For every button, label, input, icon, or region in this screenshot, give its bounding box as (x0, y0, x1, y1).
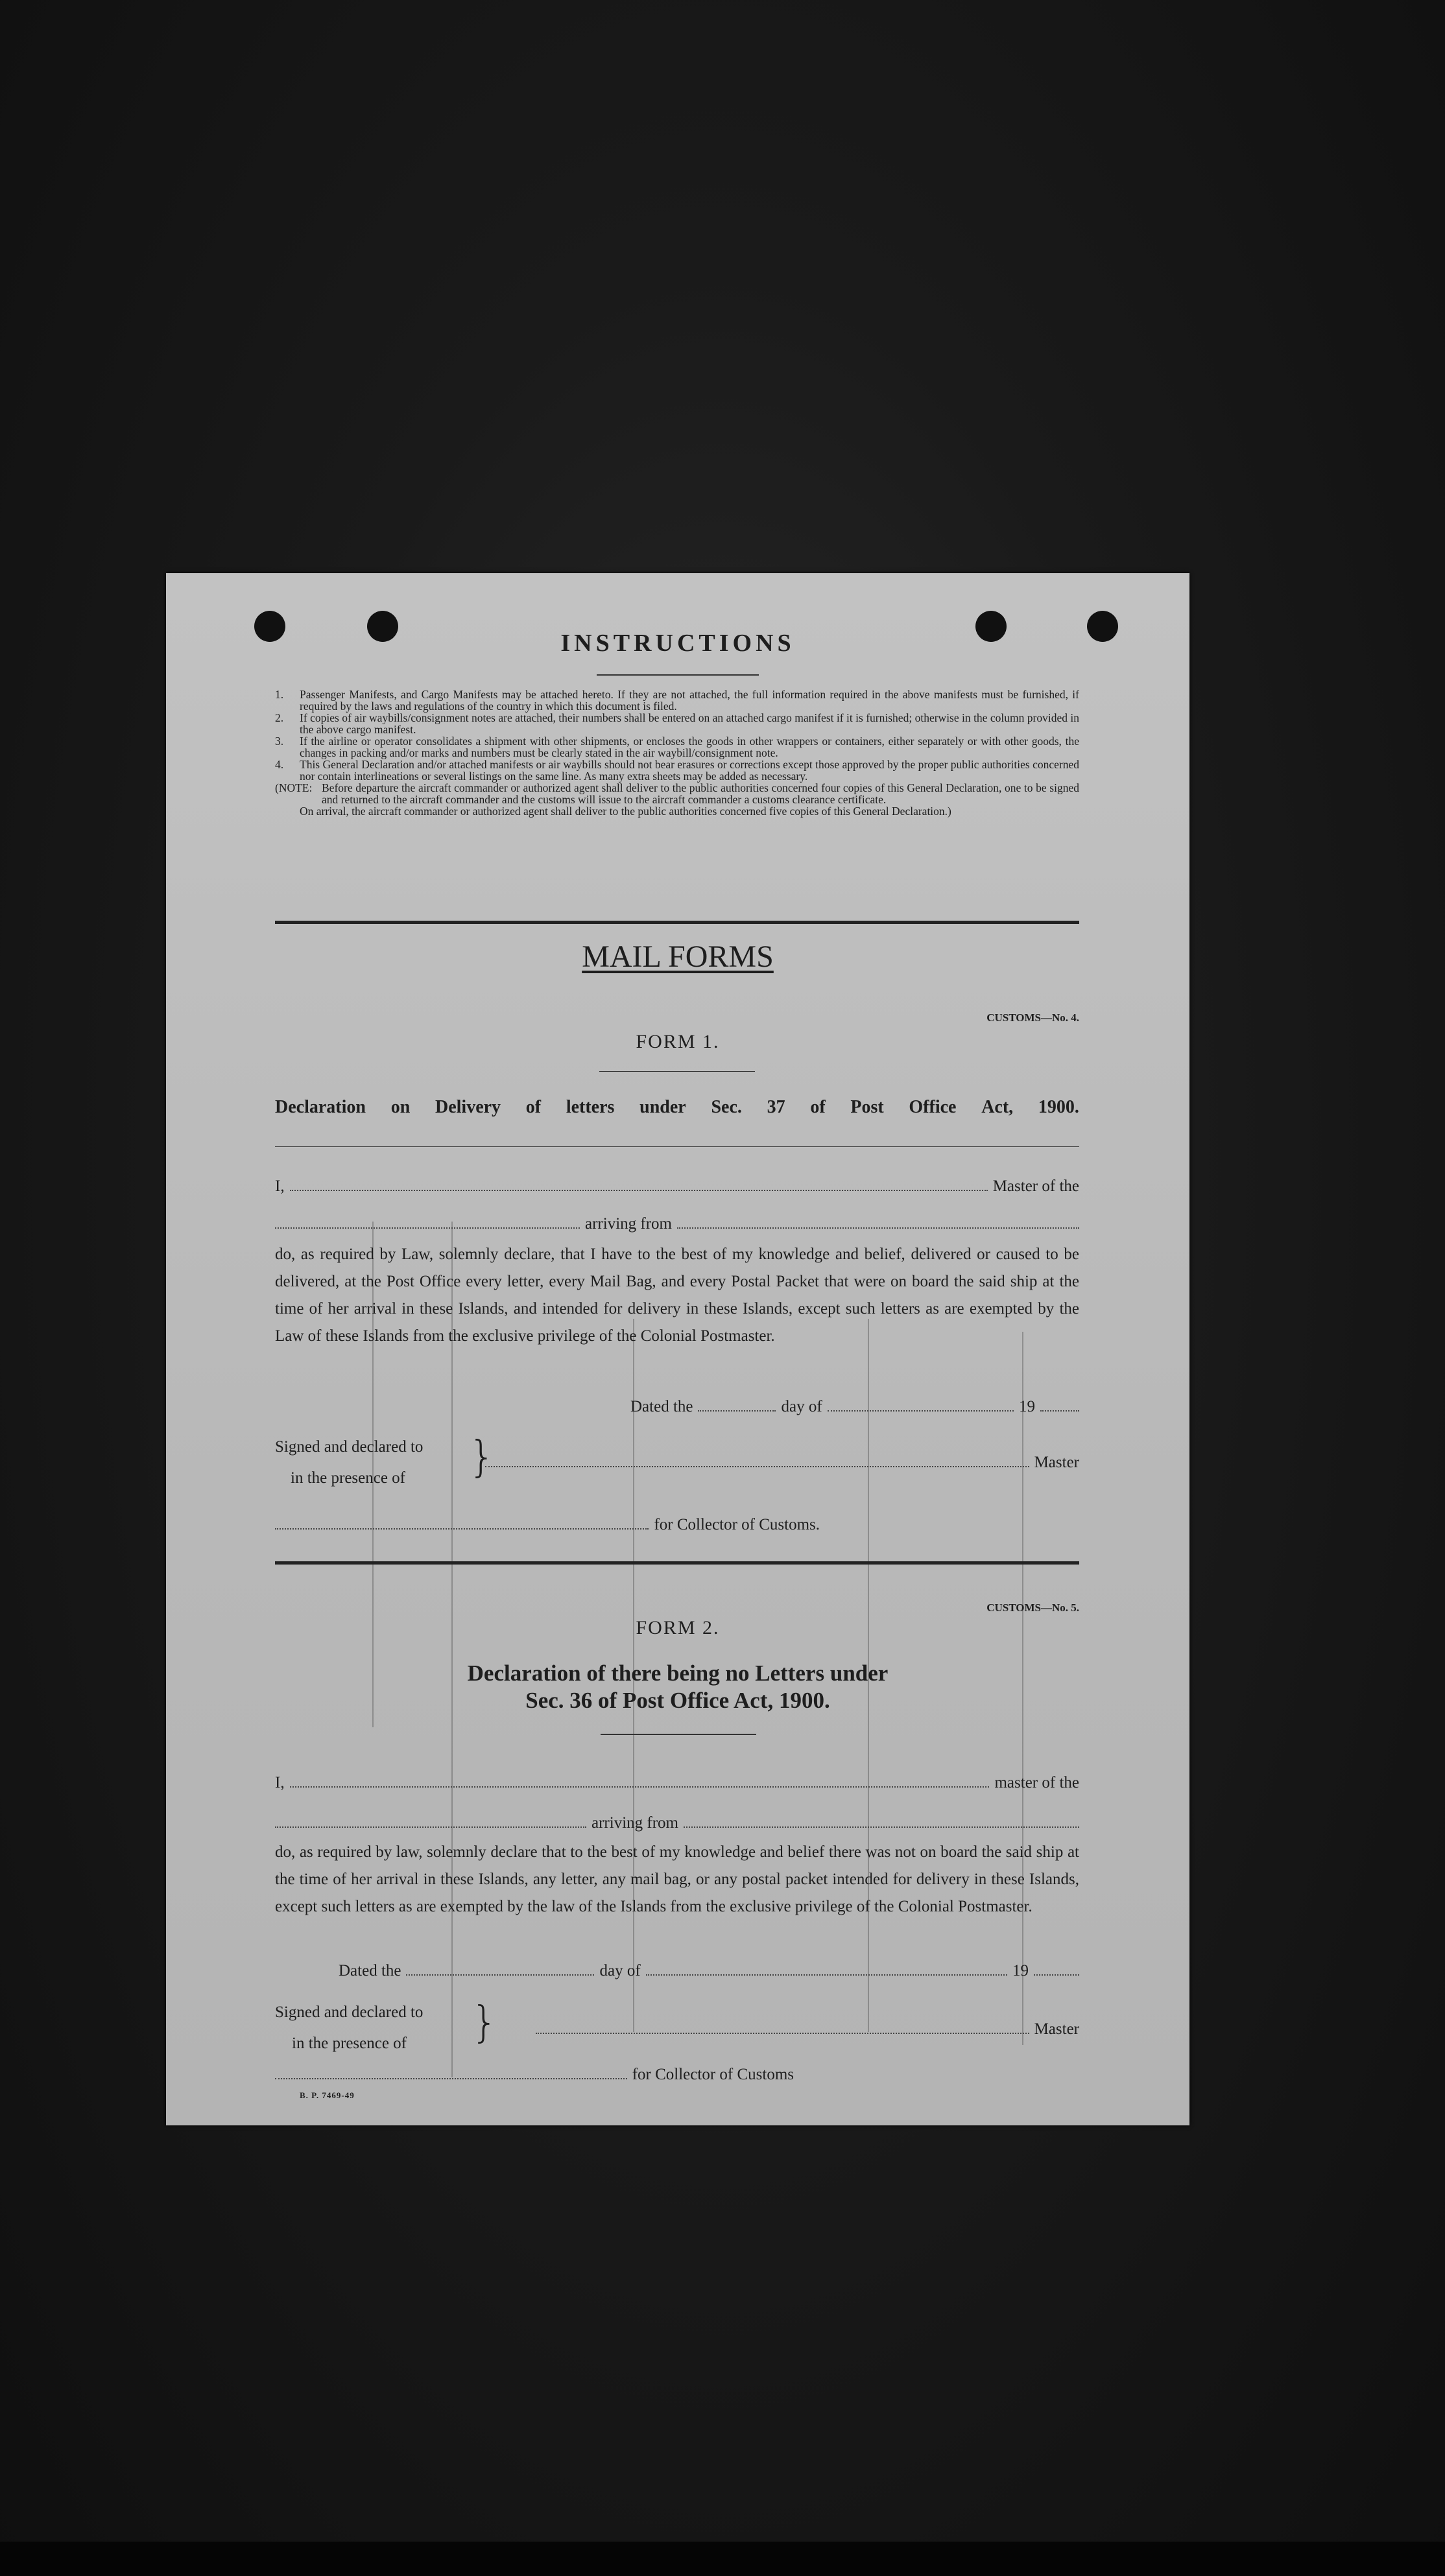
instruction-text: This General Declaration and/or attached manifests or air waybills should not bear erasures or corrections except those approved by the proper public authorities concerned nor contain interlineations or several listings on the same line. As many extra sheets may be added as necessary. (300, 758, 1079, 783)
dated-month-field[interactable] (646, 1963, 1007, 1976)
decl-word: of (525, 1097, 542, 1117)
year-label: 19 (1012, 1962, 1029, 1979)
instruction-item (275, 759, 1079, 782)
arriving-from-label: arriving from (591, 1814, 678, 1832)
form2-ship-line (275, 1814, 1079, 1832)
form1-title-rule (275, 1146, 1079, 1147)
customs-number: CUSTOMS—No. 5. (986, 1601, 1079, 1614)
print-code: B. P. 7469-49 (300, 2090, 355, 2100)
instruction-number: 2. (275, 711, 284, 724)
collector-label: for Collector of Customs (632, 2066, 794, 2083)
instruction-item (275, 689, 1079, 712)
master-label: Master (1034, 2020, 1079, 2038)
note-text-arrival: On arrival, the aircraft commander or authorized agent shall deliver to the public authorities concerned five copies of this General Declaration.) (300, 805, 951, 818)
form1-signed-label (275, 1432, 423, 1494)
form1-declaration-title (275, 1097, 1079, 1118)
decl-word: Declaration (275, 1097, 366, 1117)
collector-signature-field[interactable] (275, 2066, 627, 2079)
form1-label: FORM 1. (636, 1031, 720, 1052)
instruction-item (275, 712, 1079, 735)
signed-line: Signed and declared to (275, 1438, 424, 1456)
form1-master-line (275, 1177, 1079, 1196)
form2-body: do, as required by law, solemnly declare that to the best of my knowledge and belief there was not on board the said ship at the time of her arrival in these Islands, any letter, any mail bag, or any postal packet intended for delivery in these Islands, except such letters as are exempted by the law of the Islands from the exclusive privilege of the Colonial Postmaster. (275, 1843, 1079, 1915)
form2-signed-label (275, 1997, 423, 2059)
decl-word: under (639, 1097, 686, 1117)
arriving-from-field[interactable] (684, 1815, 1079, 1828)
form2-title-rule (601, 1734, 756, 1735)
dated-month-field[interactable] (828, 1399, 1014, 1412)
form1-collector-line (275, 1516, 820, 1534)
form1-ship-line (275, 1215, 1079, 1233)
arriving-from-label: arriving from (585, 1215, 672, 1233)
instruction-text: Passenger Manifests, and Cargo Manifests may be attached hereto. If they are not attached, the full information required in the above manifests must be furnished, if required by the laws and regulations of the country in which this document is filed. (300, 688, 1079, 713)
instructions-title: INSTRUCTIONS (560, 630, 795, 657)
form2-master-line (275, 1774, 1079, 1792)
instruction-number: 3. (275, 735, 284, 748)
title-underline (597, 674, 759, 676)
instruction-item (275, 735, 1079, 759)
instruction-text: If the airline or operator consolidates a shipment with other shipments, or encloses the goods in other wrappers or containers, either separately or with other goods, the changes in packing and/or marks and numbers must be clearly stated in the air waybill/consignment note. (300, 735, 1079, 759)
i-label: I, (275, 1774, 285, 1791)
note-text: Before departure the aircraft commander or authorized agent shall deliver to the public authorities concerned four copies of this General Declaration, one to be signed and returned to the aircraft commander and the customs will issue to the aircraft commander a customs clearance certificate. (322, 781, 1079, 806)
decl-word: on (390, 1097, 411, 1117)
decl-word: Sec. (711, 1097, 742, 1117)
decl-word: of (810, 1097, 826, 1117)
i-label: I, (275, 1177, 285, 1195)
signed-line: Signed and declared to (275, 2003, 424, 2021)
form-divider (275, 1561, 1079, 1565)
form1-body: do, as required by Law, solemnly declare, that I have to the best of my knowledge and belief, delivered or caused to be delivered, at the Post Office every letter, every Mail Bag, and every Postal Packet that were on board the said ship at the time of her arrival in these Islands, and intended for delivery in these Islands, except such letters as are exempted by the Law of these Islands from the exclusive privilege of the Colonial Postmaster. (275, 1246, 1079, 1345)
dated-year-field[interactable] (1040, 1399, 1079, 1412)
form1-label-rule (599, 1071, 755, 1072)
form1-master-sign-line (485, 1454, 1079, 1472)
master-of-the-label: Master of the (992, 1177, 1079, 1195)
master-signature-field[interactable] (485, 1454, 1029, 1467)
year-label: 19 (1019, 1398, 1035, 1415)
decl-word: 1900. (1038, 1097, 1079, 1117)
decl-word: Office (909, 1097, 957, 1117)
dated-day-field[interactable] (406, 1963, 594, 1976)
master-signature-field[interactable] (536, 2021, 1029, 2034)
mail-forms-title: MAIL FORMS (582, 939, 774, 974)
decl-word: 37 (767, 1097, 785, 1117)
instruction-text: If copies of air waybills/consignment notes are attached, their numbers shall be entered on an attached cargo manifest if it is furnished; otherwise in the column provided in the above cargo manifest. (300, 711, 1079, 736)
day-of-label: day of (599, 1962, 641, 1979)
decl-word: Delivery (435, 1097, 501, 1117)
instruction-note (275, 782, 1079, 805)
section-divider (275, 921, 1079, 924)
presence-line: in the presence of (292, 2035, 407, 2052)
ship-name-field[interactable] (275, 1216, 580, 1229)
dated-year-field[interactable] (1034, 1963, 1079, 1976)
instructions-list (275, 689, 1079, 817)
master-label: Master (1034, 1454, 1079, 1471)
form2-collector-line (275, 2066, 794, 2084)
form2-master-sign-line (536, 2020, 1079, 2038)
form1-dated-line (630, 1398, 1079, 1416)
master-name-field[interactable] (290, 1775, 990, 1788)
master-of-the-label: master of the (994, 1774, 1079, 1791)
form2-title-line2: Sec. 36 of Post Office Act, 1900. (525, 1688, 830, 1713)
decl-word: Act, (981, 1097, 1014, 1117)
form2-dated-line (339, 1962, 1079, 1980)
decl-word: Post (850, 1097, 884, 1117)
collector-label: for Collector of Customs. (654, 1516, 820, 1533)
brace-icon: } (468, 1432, 496, 1482)
instruction-note (275, 805, 1079, 817)
form2-title-line1: Declaration of there being no Letters under (467, 1660, 889, 1686)
scan-bottom-edge (0, 2542, 1445, 2576)
instruction-number: 1. (275, 688, 284, 701)
master-name-field[interactable] (290, 1178, 988, 1191)
ship-name-field[interactable] (275, 1815, 586, 1828)
dated-day-field[interactable] (698, 1399, 776, 1412)
customs-number: CUSTOMS—No. 4. (986, 1011, 1079, 1024)
brace-icon: } (471, 1997, 498, 2047)
instruction-number: 4. (275, 758, 284, 771)
decl-word: letters (566, 1097, 615, 1117)
crease-line (451, 1222, 453, 2077)
document-page (166, 573, 1189, 2125)
collector-signature-field[interactable] (275, 1517, 649, 1530)
form2-label: FORM 2. (636, 1617, 720, 1638)
arriving-from-field[interactable] (677, 1216, 1079, 1229)
dated-the-label: Dated the (630, 1398, 693, 1415)
day-of-label: day of (781, 1398, 822, 1415)
dated-the-label: Dated the (339, 1962, 401, 1979)
presence-line: in the presence of (291, 1469, 406, 1487)
note-lead: (NOTE: (275, 781, 313, 794)
